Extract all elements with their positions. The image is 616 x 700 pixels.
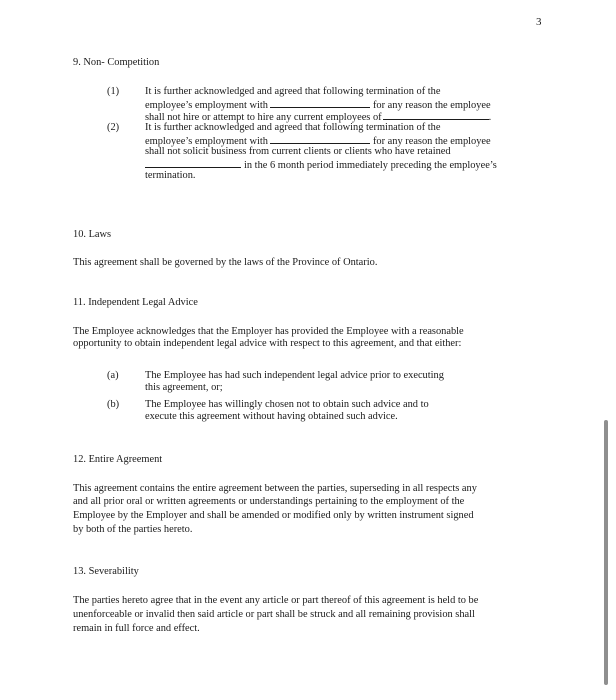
section-13-line-1: The parties hereto agree that in the event any article or part thereof of this agreement is held to be bbox=[73, 595, 479, 606]
s11-item-a-line-1: The Employee has had such independent legal advice prior to executing bbox=[145, 370, 444, 381]
blank-line bbox=[145, 158, 241, 168]
s9-item-2-line-2a: employee’s employment with bbox=[145, 136, 268, 147]
section-13-line-2: unenforceable or invalid then said article or part shall be struck and all remaining provision shall bbox=[73, 609, 475, 620]
section-11-heading: 11. Independent Legal Advice bbox=[73, 297, 198, 308]
blank-line bbox=[270, 98, 370, 108]
s9-item-1-line-1: It is further acknowledged and agreed that following termination of the bbox=[145, 86, 441, 97]
s11-item-b-line-2: execute this agreement without having obtained such advice. bbox=[145, 411, 398, 422]
s9-item-1-line-2b: for any reason the employee bbox=[372, 100, 491, 111]
section-11-body-line-2: opportunity to obtain independent legal advice with respect to this agreement, and that either: bbox=[73, 338, 462, 349]
s9-item-2-line-1: It is further acknowledged and agreed that following termination of the bbox=[145, 122, 441, 133]
section-10-body: This agreement shall be governed by the laws of the Province of Ontario. bbox=[73, 257, 378, 268]
s9-item-2-line-4 bbox=[145, 158, 497, 172]
s9-item-1-line-2a: employee’s employment with bbox=[145, 100, 268, 111]
s9-item-2-line-5: termination. bbox=[145, 170, 196, 181]
s9-item-2-line-4-text: in the 6 month period immediately preceding the employee’s bbox=[244, 160, 497, 171]
section-9-heading: 9. Non- Competition bbox=[73, 57, 160, 68]
section-12-heading: 12. Entire Agreement bbox=[73, 454, 163, 465]
s9-item-1-line-3-text: shall not hire or attempt to hire any current employees of bbox=[145, 112, 382, 123]
s11-item-b-line-1: The Employee has willingly chosen not to obtain such advice and to bbox=[145, 399, 429, 410]
s9-item-1-line-3-end: . bbox=[488, 112, 492, 123]
vertical-scrollbar[interactable] bbox=[604, 420, 608, 685]
section-12-line-2: and all prior oral or written agreements or understandings pertaining to the employment of the bbox=[73, 496, 465, 507]
section-12-line-3: Employee by the Employer and shall be amended or modified only by written instrument signed bbox=[73, 510, 474, 521]
section-13-heading: 13. Severability bbox=[73, 566, 139, 577]
s11-item-a-line-2: this agreement, or; bbox=[145, 382, 223, 393]
s9-item-2-number: (2) bbox=[107, 122, 120, 133]
s9-item-2-line-2b: for any reason the employee bbox=[372, 136, 491, 147]
s9-item-1-number: (1) bbox=[107, 86, 120, 97]
section-12-line-4: by both of the parties hereto. bbox=[73, 524, 193, 535]
section-12-line-1: This agreement contains the entire agreement between the parties, superseding in all respects any bbox=[73, 483, 477, 494]
s11-item-b-label: (b) bbox=[107, 399, 120, 410]
section-13-line-3: remain in full force and effect. bbox=[73, 623, 200, 634]
section-11-body-line-1: The Employee acknowledges that the Employer has provided the Employee with a reasonable bbox=[73, 326, 464, 337]
section-10-heading: 10. Laws bbox=[73, 229, 112, 240]
s11-item-a-label: (a) bbox=[107, 370, 119, 381]
blank-line bbox=[270, 134, 370, 144]
page-number: 3 bbox=[536, 16, 542, 28]
blank-line bbox=[383, 110, 489, 120]
s9-item-2-line-3: shall not solicit business from current clients or clients who have retained bbox=[145, 146, 451, 157]
